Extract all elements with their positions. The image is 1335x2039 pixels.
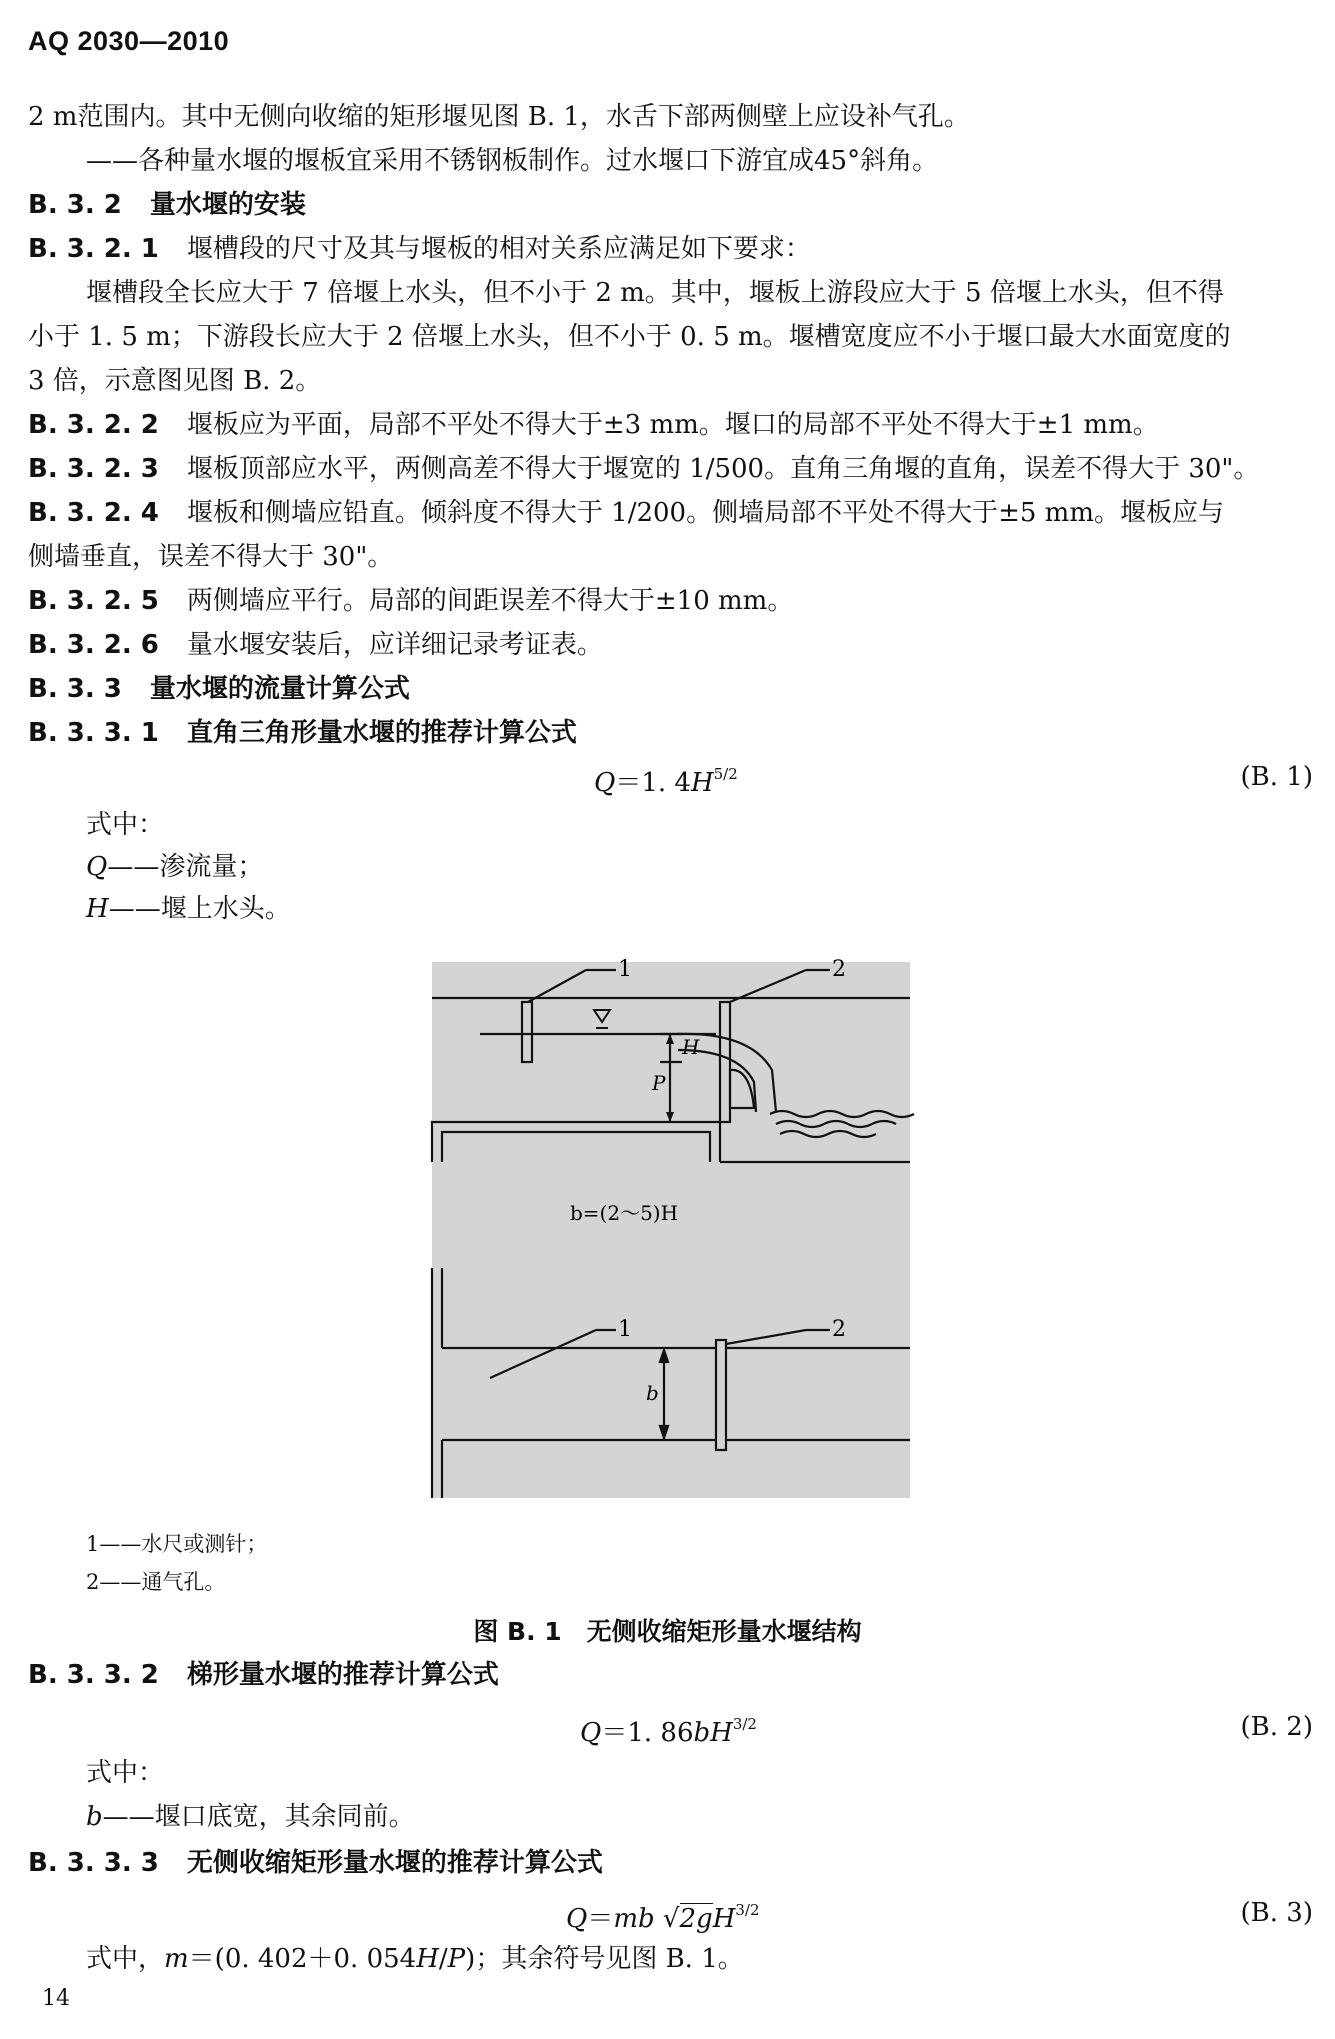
sqrt-sign: √ <box>662 1904 680 1934</box>
symbol-definition <box>86 1944 744 1974</box>
equation-number: (B. 2) <box>1240 1712 1313 1742</box>
symbol: H <box>86 894 109 924</box>
symbol-definition <box>86 894 291 924</box>
figure-legend-item: 2——通气孔。 <box>86 1570 226 1594</box>
eq-exponent: 3/2 <box>732 1715 757 1733</box>
eq-symbol: Q <box>594 768 616 798</box>
clause-text: 两侧墙应平行。局部的间距误差不得大于±10 mm。 <box>186 586 794 616</box>
callout-1-plan: 1 <box>618 1317 632 1342</box>
symbol-definition <box>86 852 263 882</box>
eq-variable: mb <box>613 1904 655 1934</box>
equation-b1 <box>594 762 738 799</box>
subsection-number: B. 3. 3. 1 <box>28 718 159 748</box>
paragraph-line: ——各种量水堰的堰板宜采用不锈钢板制作。过水堰口下游宜成45°斜角。 <box>86 146 939 176</box>
clause-text: 量水堰安装后，应详细记录考证表。 <box>186 630 603 660</box>
subsection-heading <box>28 718 577 748</box>
eq-equals: ＝ <box>587 1904 614 1934</box>
subsection-heading <box>28 1848 603 1878</box>
paragraph-line: 侧墙垂直，误差不得大于 30"。 <box>28 542 394 572</box>
eq-coef: ＝1. 86 <box>601 1718 694 1748</box>
eq-variable: bH <box>693 1718 733 1748</box>
label-b: b <box>646 1381 659 1405</box>
eq-variable: H <box>690 768 714 798</box>
section-title: 量水堰的流量计算公式 <box>149 674 410 704</box>
eq-coef: ＝1. 4 <box>615 768 691 798</box>
symbol: P <box>447 1944 466 1974</box>
where-label: 式中： <box>86 1758 165 1788</box>
eq-exponent: 3/2 <box>735 1901 760 1919</box>
text: ＝(0. 402＋0. 054 <box>188 1944 417 1974</box>
text: )；其余符号见图 B. 1。 <box>465 1944 744 1974</box>
section-heading <box>28 674 410 704</box>
eq-exponent: 5/2 <box>713 765 738 783</box>
clause-text: 堰槽段的尺寸及其与堰板的相对关系应满足如下要求： <box>186 234 811 264</box>
section-heading <box>28 190 306 220</box>
where-label: 式中： <box>86 810 165 840</box>
section-number: B. 3. 3 <box>28 674 122 704</box>
subsection-number: B. 3. 3. 3 <box>28 1848 159 1878</box>
symbol: b <box>86 1802 103 1832</box>
eq-radicand: 2g <box>679 1904 713 1934</box>
equation-number: (B. 3) <box>1240 1898 1313 1928</box>
clause-number: B. 3. 2. 1 <box>28 234 159 264</box>
eq-variable: H <box>712 1904 736 1934</box>
subsection-heading <box>28 1660 499 1690</box>
definition: ——堰上水头。 <box>108 894 291 924</box>
subsection-title: 无侧收缩矩形量水堰的推荐计算公式 <box>186 1848 603 1878</box>
clause <box>28 410 1159 440</box>
figure-caption: 图 B. 1 无侧收缩矩形量水堰结构 <box>473 1617 862 1646</box>
symbol-definition <box>86 1802 415 1832</box>
paragraph-line: 2 m范围内。其中无侧向收缩的矩形堰见图 B. 1，水舌下部两侧壁上应设补气孔。 <box>28 102 970 132</box>
symbol: m <box>164 1944 189 1974</box>
section-number: B. 3. 2 <box>28 190 122 220</box>
clause <box>28 234 811 264</box>
clause-number: B. 3. 2. 5 <box>28 586 159 616</box>
subsection-title: 直角三角形量水堰的推荐计算公式 <box>186 718 577 748</box>
page-header: AQ 2030—2010 <box>28 26 230 56</box>
eq-symbol: Q <box>566 1904 588 1934</box>
clause-text: 堰板和侧墙应铅直。倾斜度不得大于 1/200。侧墙局部不平处不得大于±5 mm。堰板应与 <box>186 498 1224 528</box>
symbol: H <box>416 1944 439 1974</box>
callout-1: 1 <box>618 957 632 982</box>
section-title: 量水堰的安装 <box>149 190 306 220</box>
paragraph-line: 堰槽段全长应大于 7 倍堰上水头，但不小于 2 m。其中，堰板上游段应大于 5 倍堰上水头，但不得 <box>86 278 1224 308</box>
clause-number: B. 3. 2. 6 <box>28 630 159 660</box>
paragraph-line: 小于 1. 5 m；下游段长应大于 2 倍堰上水头，但不小于 0. 5 m。堰槽宽度应不小于堰口最大水面宽度的 <box>28 322 1231 352</box>
clause-number: B. 3. 2. 4 <box>28 498 159 528</box>
subsection-number: B. 3. 3. 2 <box>28 1660 159 1690</box>
equation-b3 <box>566 1898 760 1935</box>
weir-diagram <box>420 950 920 1510</box>
clause-text: 堰板顶部应水平，两侧高差不得大于堰宽的 1/500。直角三角堰的直角，误差不得大于 30"。 <box>186 454 1260 484</box>
width-formula: b=(2～5)H <box>570 1201 679 1225</box>
equation-b2 <box>580 1712 757 1749</box>
label-P: P <box>652 1071 666 1095</box>
page-number: 14 <box>42 1986 70 2011</box>
clause <box>28 498 1224 528</box>
equation-number: (B. 1) <box>1240 762 1313 792</box>
label-H: H <box>682 1035 700 1059</box>
definition: ——堰口底宽，其余同前。 <box>102 1802 415 1832</box>
paragraph-line: 3 倍，示意图见图 B. 2。 <box>28 366 322 396</box>
definition: ——渗流量； <box>107 852 264 882</box>
figure-legend-item: 1——水尺或测针； <box>86 1532 268 1556</box>
clause <box>28 454 1259 484</box>
eq-symbol: Q <box>580 1718 602 1748</box>
clause-number: B. 3. 2. 2 <box>28 410 159 440</box>
callout-2-plan: 2 <box>832 1317 846 1342</box>
text: / <box>438 1944 448 1974</box>
clause-number: B. 3. 2. 3 <box>28 454 159 484</box>
clause <box>28 630 603 660</box>
callout-2: 2 <box>832 957 846 982</box>
text: 式中， <box>86 1944 165 1974</box>
symbol: Q <box>86 852 108 882</box>
subsection-title: 梯形量水堰的推荐计算公式 <box>186 1660 499 1690</box>
clause <box>28 586 793 616</box>
clause-text: 堰板应为平面，局部不平处不得大于±3 mm。堰口的局部不平处不得大于±1 mm。 <box>186 410 1159 440</box>
